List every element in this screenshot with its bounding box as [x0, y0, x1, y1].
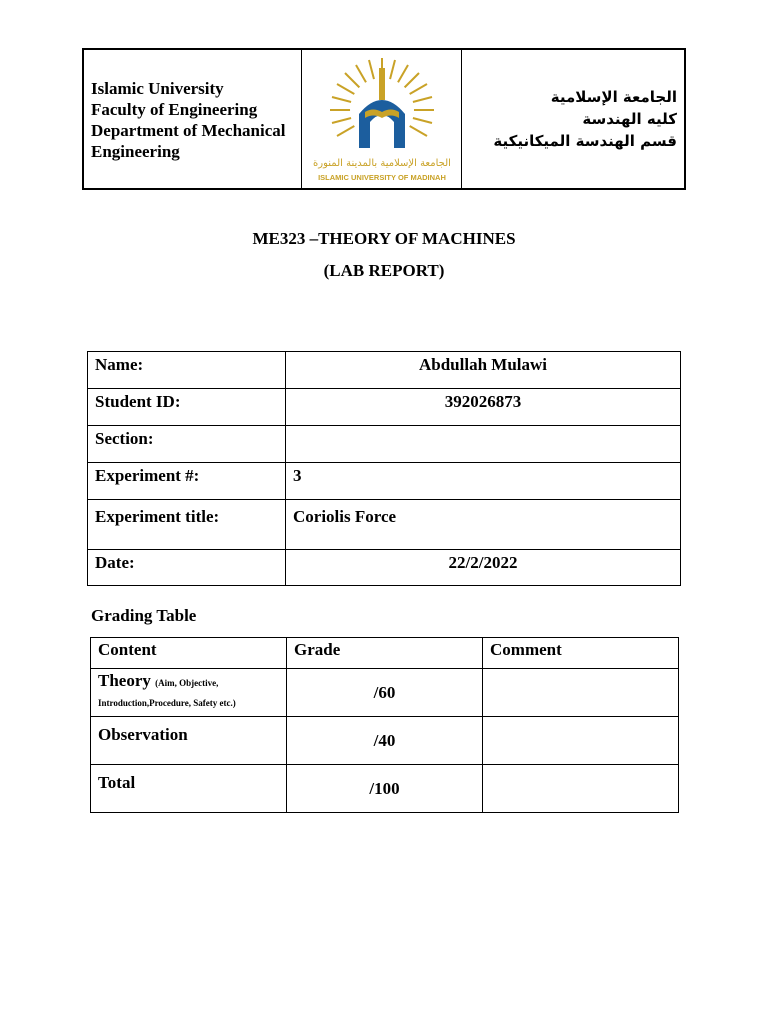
date-value: 22/2/2022: [286, 550, 681, 586]
student-info-table: [87, 351, 681, 586]
theory-label: Theory: [98, 671, 151, 690]
table-row: [88, 550, 681, 586]
logo-arabic-text: الجامعة الإسلامية بالمدينة المنورة: [312, 158, 451, 169]
experiment-number-label: Experiment #:: [88, 463, 286, 500]
table-row: [91, 717, 679, 765]
column-header-comment: Comment: [483, 638, 679, 669]
observation-grade: /40: [287, 717, 483, 765]
grading-table: [90, 637, 679, 813]
course-title: ME323 –THEORY OF MACHINES: [252, 229, 516, 248]
table-row: [88, 500, 681, 550]
student-id-value: 392026873: [286, 389, 681, 426]
table-row: [91, 669, 679, 717]
theory-comment: [483, 669, 679, 717]
theory-content: [91, 669, 287, 717]
theory-note: (Aim, Objective,: [155, 678, 219, 688]
total-content: Total: [91, 765, 287, 813]
arch-opening: [370, 115, 394, 148]
institution-line: Faculty of Engineering: [91, 100, 258, 119]
experiment-number-value: 3: [286, 463, 681, 500]
course-subtitle: (LAB REPORT): [323, 261, 445, 280]
logo-caption: ISLAMIC UNIVERSITY OF MADINAH: [317, 173, 446, 182]
student-id-label: Student ID:: [88, 389, 286, 426]
total-grade: /100: [287, 765, 483, 813]
english-institution: [84, 50, 302, 188]
arabic-line: الجامعة الإسلامية: [550, 88, 677, 106]
institution-line: Islamic University: [91, 79, 224, 98]
arabic-institution: [462, 50, 684, 188]
arabic-line: كليه الهندسة: [582, 110, 677, 128]
arabic-line: قسم الهندسة الميكانيكية: [493, 132, 677, 150]
observation-comment: [483, 717, 679, 765]
section-value: [286, 426, 681, 463]
table-header-row: [91, 638, 679, 669]
experiment-title-label: Experiment title:: [88, 500, 286, 550]
observation-content: Observation: [91, 717, 287, 765]
table-row: [91, 765, 679, 813]
institution-line: Engineering: [91, 142, 180, 161]
theory-grade: /60: [287, 669, 483, 717]
table-row: [88, 389, 681, 426]
section-label: Section:: [88, 426, 286, 463]
minaret: [379, 68, 385, 100]
logo-cell: [302, 50, 462, 188]
date-label: Date:: [88, 550, 286, 586]
institution-line: Department of Mechanical: [91, 121, 286, 140]
experiment-title-value: Coriolis Force: [286, 500, 681, 550]
table-row: [88, 352, 681, 389]
grading-table-title: Grading Table: [91, 606, 197, 625]
column-header-content: Content: [91, 638, 287, 669]
column-header-grade: Grade: [287, 638, 483, 669]
table-row: [88, 463, 681, 500]
table-row: [88, 426, 681, 463]
name-value: Abdullah Mulawi: [286, 352, 681, 389]
letterhead: [82, 48, 686, 190]
name-label: Name:: [88, 352, 286, 389]
university-logo: [307, 52, 457, 186]
total-comment: [483, 765, 679, 813]
theory-note-continued: Introduction,Procedure, Safety etc.): [98, 698, 236, 708]
